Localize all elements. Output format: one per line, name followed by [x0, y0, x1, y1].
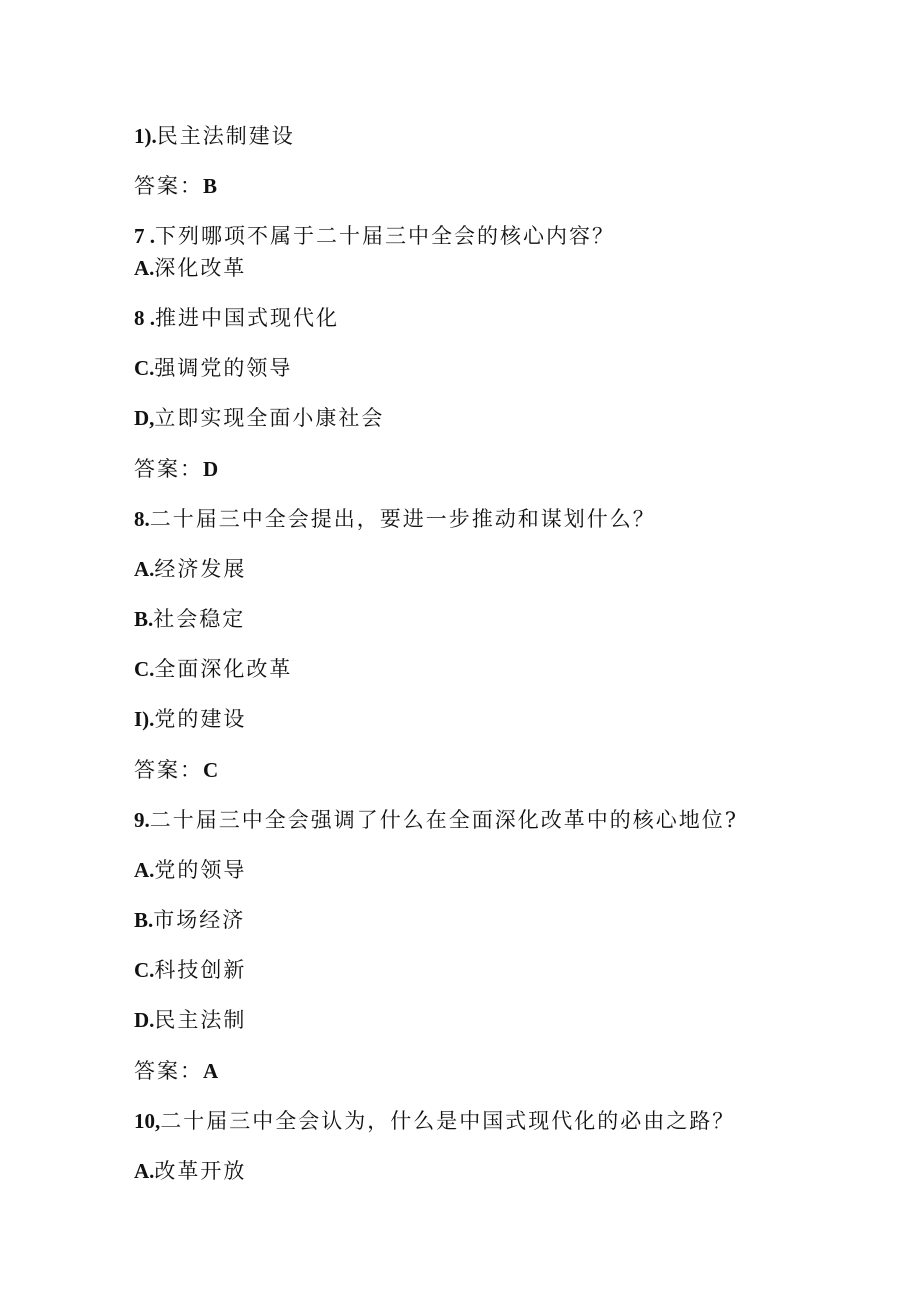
answer-label: 答案： [134, 1059, 203, 1083]
question-text: 二十届三中全会认为，什么是中国式现代化的必由之路？ [160, 1109, 736, 1133]
option-marker: C. [134, 657, 155, 681]
option-text: 科技创新 [154, 958, 247, 982]
option-marker: B. [134, 607, 154, 631]
option-marker: D, [134, 406, 155, 430]
option-marker: 8 . [134, 306, 155, 330]
option-text: 民主法制建设 [156, 124, 295, 148]
option-line [134, 705, 246, 733]
option-marker: A. [134, 557, 155, 581]
option-marker: C. [134, 356, 155, 380]
answer-value: B [203, 174, 218, 198]
option-text: 深化改革 [154, 256, 247, 280]
question-number: 8. [134, 507, 150, 531]
option-line [134, 354, 292, 382]
option-marker: A. [134, 858, 155, 882]
option-line [134, 254, 246, 282]
option-line [134, 404, 384, 432]
option-text: 党的领导 [154, 858, 247, 882]
option-line [134, 956, 246, 984]
option-marker: A. [134, 1159, 155, 1183]
question-line [134, 806, 738, 834]
answer-label: 答案： [134, 758, 203, 782]
answer-value: A [203, 1059, 219, 1083]
option-text: 改革开放 [154, 1159, 247, 1183]
question-number: 10, [134, 1109, 161, 1133]
question-text: 下列哪项不属于二十届三中全会的核心内容？ [155, 224, 615, 248]
option-line [134, 1157, 246, 1185]
answer-line [134, 756, 218, 784]
option-text: 推进中国式现代化 [155, 306, 339, 330]
question-number: 7 . [134, 224, 155, 248]
option-marker: D. [134, 1008, 155, 1032]
answer-value: D [203, 457, 219, 481]
answer-label: 答案： [134, 174, 203, 198]
question-number: 9. [134, 808, 150, 832]
option-text: 社会稳定 [153, 607, 246, 631]
option-marker: I). [134, 707, 155, 731]
option-text: 市场经济 [153, 908, 246, 932]
option-line [134, 122, 295, 150]
option-line [134, 555, 246, 583]
question-line [134, 505, 656, 533]
answer-line [134, 172, 217, 200]
answer-label: 答案： [134, 457, 203, 481]
question-text: 二十届三中全会强调了什么在全面深化改革中的核心地位? [149, 808, 739, 832]
option-text: 党的建设 [154, 707, 247, 731]
question-line [134, 222, 615, 250]
question-line [134, 1107, 735, 1135]
option-line [134, 1006, 246, 1034]
answer-line [134, 455, 218, 483]
option-marker: 1). [134, 124, 157, 148]
option-text: 民主法制 [154, 1008, 247, 1032]
question-text: 二十届三中全会提出，要进一步推动和谋划什么？ [149, 507, 656, 531]
answer-line [134, 1057, 218, 1085]
option-text: 强调党的领导 [154, 356, 293, 380]
option-line [134, 856, 246, 884]
option-line [134, 304, 339, 332]
option-line [134, 655, 292, 683]
option-marker: B. [134, 908, 154, 932]
option-line [134, 906, 245, 934]
option-text: 全面深化改革 [154, 657, 293, 681]
option-text: 立即实现全面小康社会 [154, 406, 385, 430]
option-marker: A. [134, 256, 155, 280]
option-text: 经济发展 [154, 557, 247, 581]
option-marker: C. [134, 958, 155, 982]
option-line [134, 605, 245, 633]
answer-value: C [203, 758, 219, 782]
